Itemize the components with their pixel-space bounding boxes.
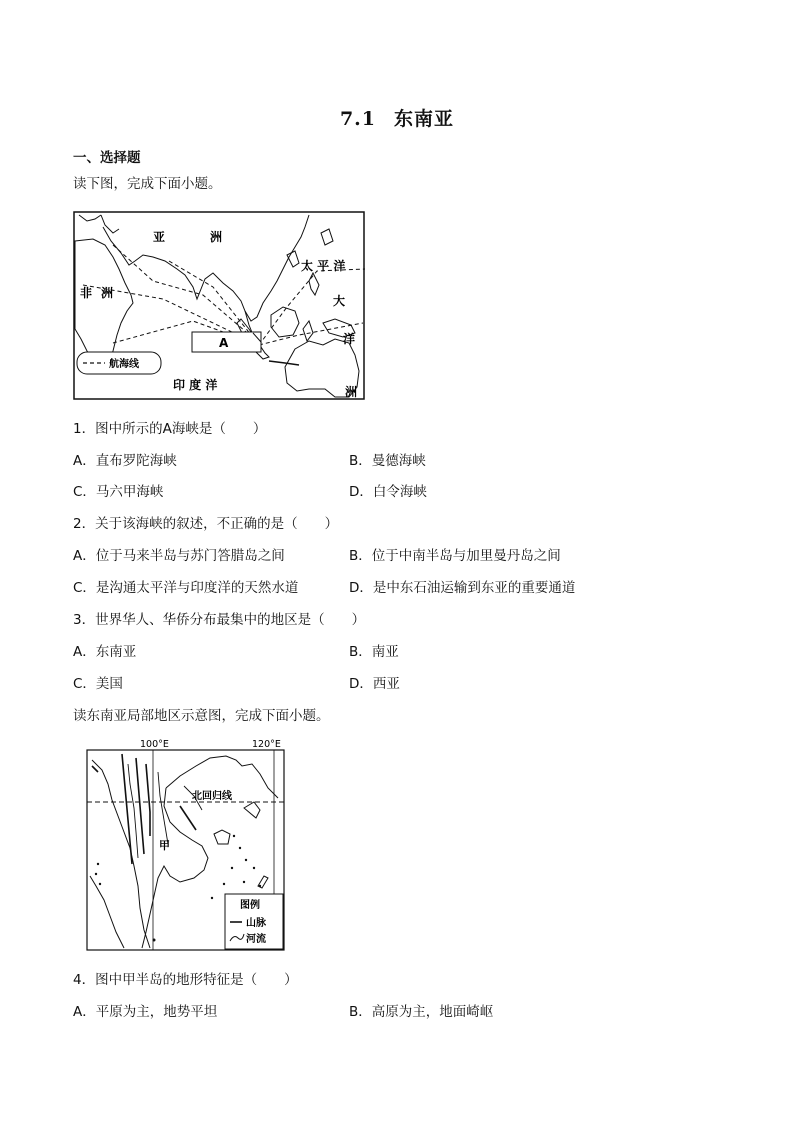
q3-stem: 3．世界华人、华侨分布最集中的地区是（ ） <box>73 612 366 628</box>
q4-option-b: B．高原为主，地面崎岖 <box>349 1004 494 1020</box>
q2-stem: 2．关于该海峡的叙述，不正确的是（ ） <box>73 516 339 532</box>
label-box-a: A <box>219 336 229 350</box>
q2-option-a: A．位于马来半岛与苏门答腊岛之间 <box>73 548 285 564</box>
label-oceania-da: 大 <box>333 294 346 308</box>
q1-option-c: C．马六甲海峡 <box>73 484 164 500</box>
q4-option-a: A．平原为主，地势平坦 <box>73 1004 218 1020</box>
legend-title: 图例 <box>240 900 260 911</box>
label-asia-ya: 亚 <box>153 230 166 244</box>
q3-option-b: B．南亚 <box>349 644 399 660</box>
legend-river-label: 河流 <box>246 934 266 945</box>
q2-option-b: B．位于中南半岛与加里曼丹岛之间 <box>349 548 561 564</box>
label-jia: 甲 <box>159 839 170 852</box>
label-oceania-zhou: 洲 <box>345 385 358 399</box>
q1-option-d: D．白令海峡 <box>349 484 427 500</box>
q2-option-d: D．是中东石油运输到东亚的重要通道 <box>349 580 576 596</box>
q1-option-b: B．曼德海峡 <box>349 453 426 469</box>
legend-label: 航海线 <box>109 359 139 370</box>
q1-stem: 1．图中所示的A海峡是（ ） <box>73 421 267 437</box>
section-heading: 一、选择题 <box>73 150 141 166</box>
title-text: 东南亚 <box>394 108 455 130</box>
label-pacific: 太 平 洋 <box>301 259 346 273</box>
label-tropic: 北回归线 <box>192 791 232 802</box>
intro-2: 读东南亚局部地区示意图，完成下面小题。 <box>73 708 330 724</box>
map-shipping-routes <box>73 211 365 400</box>
label-africa-zhou: 洲 <box>101 286 114 300</box>
q1-option-a: A．直布罗陀海峡 <box>73 453 177 469</box>
label-asia-zhou: 洲 <box>210 230 223 244</box>
map-southeast-asia <box>84 736 290 953</box>
page-title <box>0 104 794 131</box>
label-lon-100: 100°E <box>140 739 169 750</box>
label-oceania-yang: 洋 <box>343 332 356 346</box>
intro-1: 读下图，完成下面小题。 <box>73 176 222 192</box>
label-indian-ocean: 印 度 洋 <box>173 378 218 392</box>
q3-option-a: A．东南亚 <box>73 644 137 660</box>
q2-option-c: C．是沟通太平洋与印度洋的天然水道 <box>73 580 299 596</box>
q4-stem: 4．图中甲半岛的地形特征是（ ） <box>73 972 298 988</box>
q3-option-d: D．西亚 <box>349 676 400 692</box>
label-lon-120: 120°E <box>252 739 281 750</box>
q3-option-c: C．美国 <box>73 676 123 692</box>
label-africa-fei: 非 <box>80 286 93 300</box>
title-number: 7.1 <box>339 108 377 130</box>
legend-mountain-label: 山脉 <box>246 918 266 929</box>
